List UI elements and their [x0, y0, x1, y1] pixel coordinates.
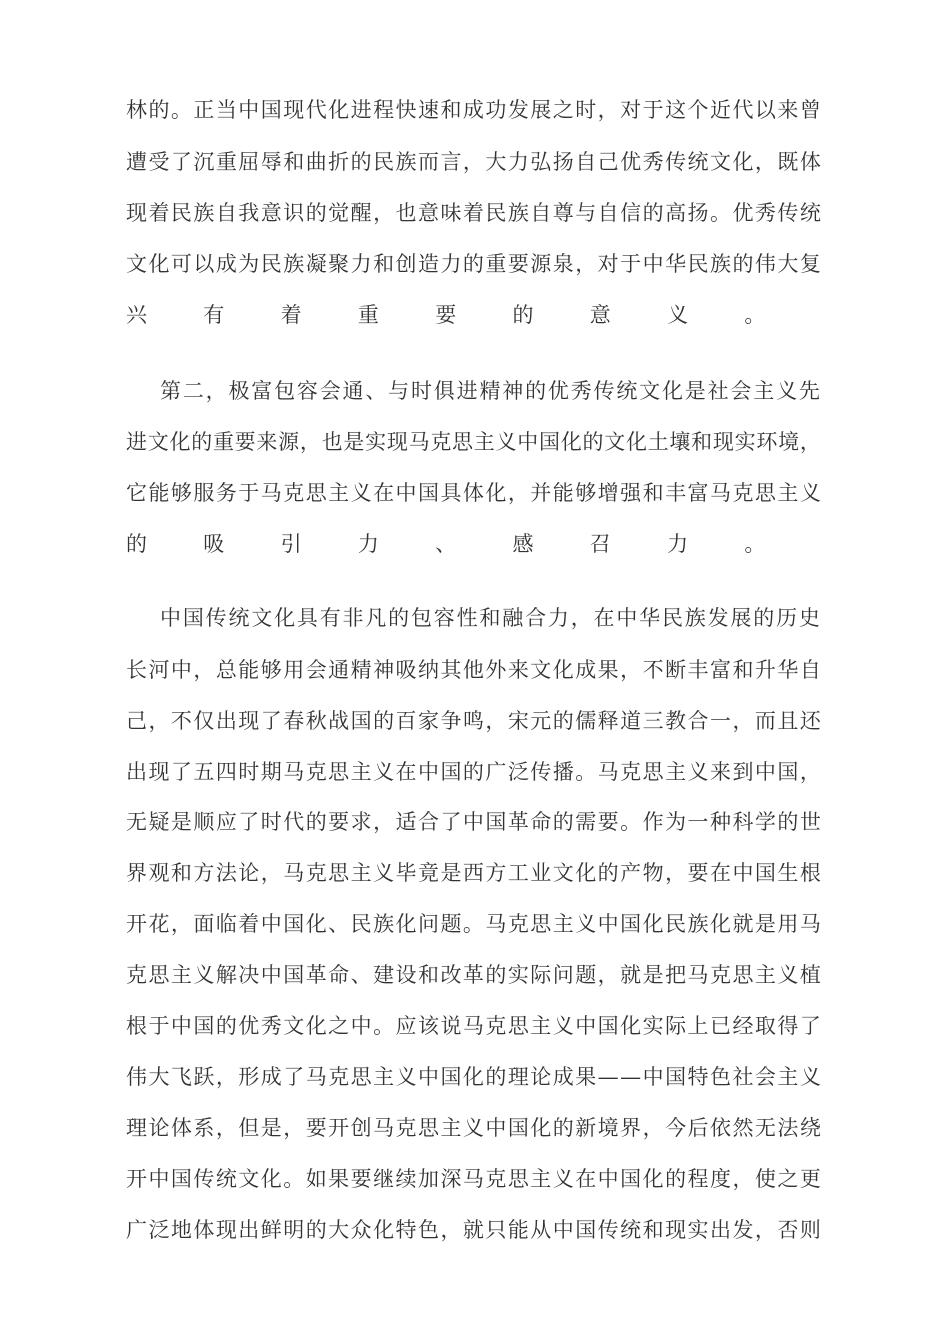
paragraph-1-line-2: 遭受了沉重屈辱和曲折的民族而言，大力弘扬自己优秀传统文化，既体 [126, 150, 823, 174]
paragraph-3-line-1: 中国传统文化具有非凡的包容性和融合力，在中华民族发展的历史 [160, 606, 822, 630]
paragraph-3-line-5: 无疑是顺应了时代的要求，适合了中国革命的需要。作为一种科学的世 [126, 810, 823, 834]
paragraph-3-line-6: 界观和方法论，马克思主义毕竟是西方工业文化的产物，要在中国生根 [126, 861, 823, 885]
paragraph-3-line-4: 出现了五四时期马克思主义在中国的广泛传播。马克思主义来到中国， [126, 760, 823, 784]
paragraph-2-line-1: 第二，极富包容会通、与时俱进精神的优秀传统文化是社会主义先 [160, 379, 822, 403]
paragraph-1-line-1: 林的。正当中国现代化进程快速和成功发展之时，对于这个近代以来曾 [126, 98, 823, 122]
paragraph-1-line-4: 文化可以成为民族凝聚力和创造力的重要源泉，对于中华民族的伟大复 [126, 252, 823, 276]
paragraph-3-line-7: 开花，面临着中国化、民族化问题。马克思主义中国化民族化就是用马 [126, 912, 823, 936]
paragraph-1-line-5: 兴有着重要的意义。 [126, 303, 822, 327]
paragraph-3-line-13: 广泛地体现出鲜明的大众化特色，就只能从中国传统和现实出发，否则 [126, 1218, 823, 1242]
paragraph-3-line-11: 理论体系，但是，要开创马克思主义中国化的新境界，今后依然无法绕 [126, 1116, 823, 1140]
paragraph-2-line-4: 的吸引力、感召力。 [126, 532, 822, 556]
paragraph-1-line-3: 现着民族自我意识的觉醒，也意味着民族自尊与自信的高扬。优秀传统 [126, 201, 823, 225]
paragraph-2-line-3: 它能够服务于马克思主义在中国具体化，并能够增强和丰富马克思主义 [126, 481, 823, 505]
paragraph-3-line-2: 长河中，总能够用会通精神吸纳其他外来文化成果，不断丰富和升华自 [126, 658, 823, 682]
paragraph-3-line-8: 克思主义解决中国革命、建设和改革的实际问题，就是把马克思主义植 [126, 963, 823, 987]
paragraph-2-line-2: 进文化的重要来源，也是实现马克思主义中国化的文化土壤和现实环境， [126, 430, 822, 454]
paragraph-3-line-9: 根于中国的优秀文化之中。应该说马克思主义中国化实际上已经取得了 [126, 1014, 823, 1038]
paragraph-3-line-3: 己，不仅出现了春秋战国的百家争鸣，宋元的儒释道三教合一，而且还 [126, 709, 823, 733]
paragraph-3-line-10: 伟大飞跃，形成了马克思主义中国化的理论成果——中国特色社会主义 [126, 1065, 823, 1089]
paragraph-3-line-12: 开中国传统文化。如果要继续加深马克思主义在中国化的程度，使之更 [126, 1167, 823, 1191]
